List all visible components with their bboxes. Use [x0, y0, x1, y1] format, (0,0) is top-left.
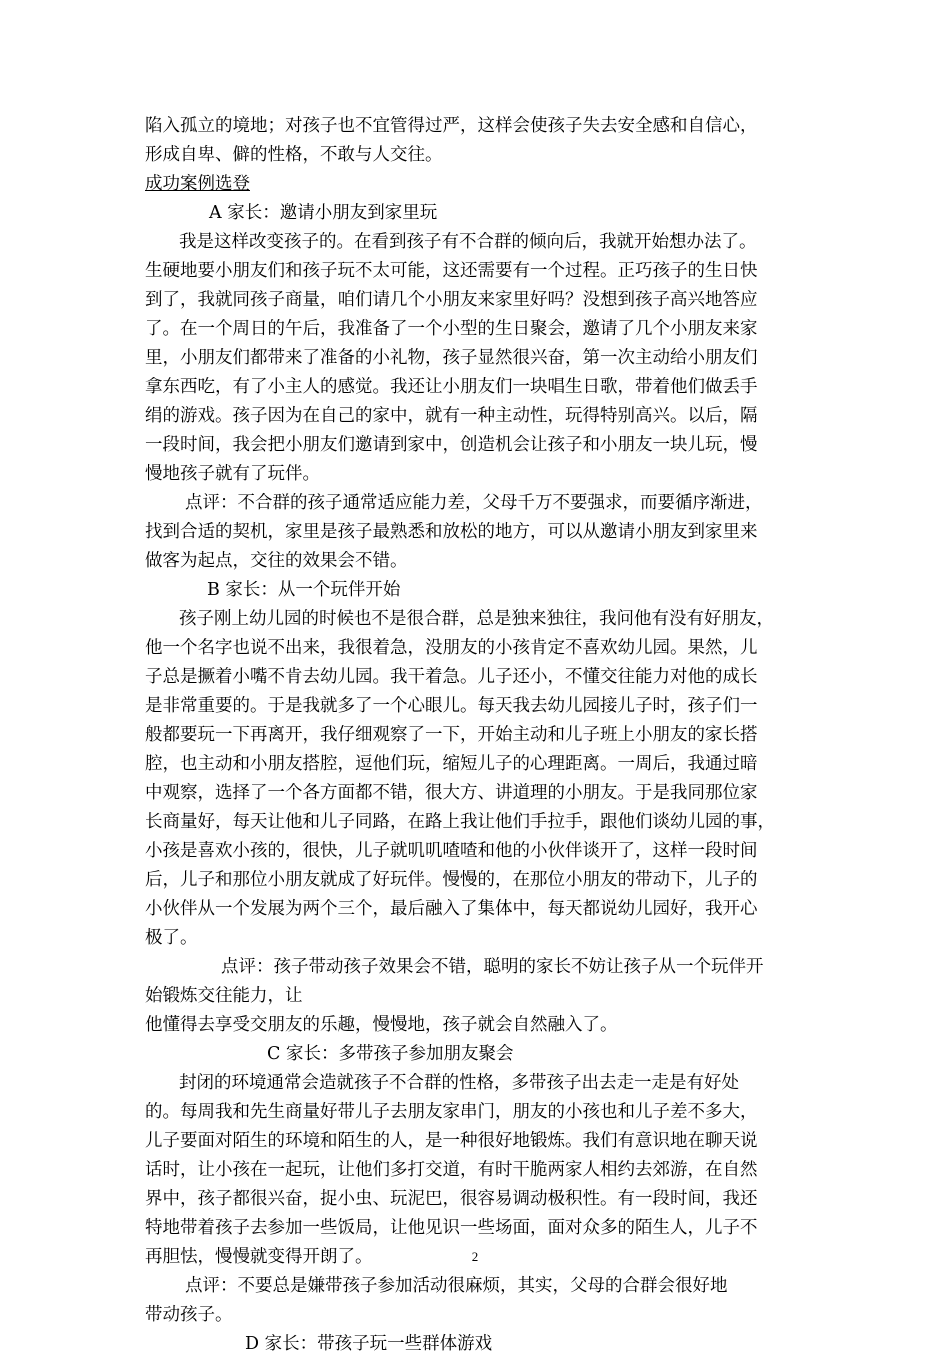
case-c-body: 再胆怯，慢慢就变得开朗了。: [145, 1247, 373, 1267]
case-a-title: A 家长：邀请小朋友到家里玩: [209, 203, 438, 223]
case-c-body: 儿子要面对陌生的环境和陌生的人，是一种很好地锻炼。我们有意识地在聊天说: [145, 1131, 758, 1151]
section-heading: 成功案例选登: [145, 174, 250, 194]
case-c-body: 界中，孩子都很兴奋，捉小虫、玩泥巴，很容易调动极积性。有一段时间，我还: [145, 1189, 758, 1209]
case-b-body: 中观察，选择了一个各方面都不错，很大方、讲道理的小朋友。于是我同那位家: [145, 783, 758, 803]
case-a-body: 里，小朋友们都带来了准备的小礼物，孩子显然很兴奋，第一次主动给小朋友们: [145, 348, 758, 368]
case-a-body: 我是这样改变孩子的。在看到孩子有不合群的倾向后，我就开始想办法了。: [179, 232, 757, 252]
text-line: 陷入孤立的境地；对孩子也不宜管得过严，这样会使孩子失去安全感和自信心，: [145, 116, 758, 136]
case-c-comment: 带动孩子。: [145, 1305, 233, 1325]
case-a-body: 生硬地要小朋友们和孩子玩不太可能，这还需要有一个过程。正巧孩子的生日快: [145, 261, 758, 281]
case-b-body: 腔，也主动和小朋友搭腔，逗他们玩，缩短儿子的心理距离。一周后，我通过暗: [145, 754, 758, 774]
text-line: 形成自卑、僻的性格，不敢与人交往。: [145, 145, 443, 165]
case-b-body: 小伙伴从一个发展为两个三个，最后融入了集体中，每天都说幼儿园好，我开心: [145, 899, 758, 919]
case-a-body: 绢的游戏。孩子因为在自己的家中，就有一种主动性，玩得特别高兴。以后，隔: [145, 406, 758, 426]
case-b-comment: 始锻炼交往能力，让: [145, 986, 303, 1006]
case-b-body: 小孩是喜欢小孩的，很快，儿子就叽叽喳喳和他的小伙伴谈开了，这样一段时间: [145, 841, 758, 861]
case-b-body: 后，儿子和那位小朋友就成了好玩伴。慢慢的，在那位小朋友的带动下，儿子的: [145, 870, 758, 890]
case-d-title: D 家长：带孩子玩一些群体游戏: [245, 1334, 493, 1354]
case-c-comment: 点评：不要总是嫌带孩子参加活动很麻烦，其实，父母的合群会很好地: [185, 1276, 728, 1296]
case-b-body: 是非常重要的。于是我就多了一个心眼儿。每天我去幼儿园接儿子时，孩子们一: [145, 696, 758, 716]
case-b-body: 孩子刚上幼儿园的时候也不是很合群，总是独来独往，我问他有没有好朋友，: [179, 609, 774, 629]
case-a-body: 一段时间，我会把小朋友们邀请到家中，创造机会让孩子和小朋友一块儿玩，慢: [145, 435, 758, 455]
case-b-body: 他一个名字也说不出来，我很着急，没朋友的小孩肯定不喜欢幼儿园。果然，儿: [145, 638, 758, 658]
case-c-body: 封闭的环境通常会造就孩子不合群的性格，多带孩子出去走一走是有好处: [179, 1073, 739, 1093]
case-b-body: 子总是撅着小嘴不肯去幼儿园。我干着急。儿子还小，不懂交往能力对他的成长: [145, 667, 758, 687]
case-a-body: 慢地孩子就有了玩伴。: [145, 464, 320, 484]
case-a-comment: 做客为起点，交往的效果会不错。: [145, 551, 408, 571]
case-a-body: 拿东西吃，有了小主人的感觉。我还让小朋友们一块唱生日歌，带着他们做丢手: [145, 377, 758, 397]
case-b-body: 般都要玩一下再离开，我仔细观察了一下，开始主动和儿子班上小朋友的家长搭: [145, 725, 758, 745]
case-a-body: 到了，我就同孩子商量，咱们请几个小朋友来家里好吗？没想到孩子高兴地答应: [145, 290, 758, 310]
case-b-comment: 他懂得去享受交朋友的乐趣，慢慢地，孩子就会自然融入了。: [145, 1015, 618, 1035]
case-a-body: 了。在一个周日的午后，我准备了一个小型的生日聚会，邀请了几个小朋友来家: [145, 319, 758, 339]
case-b-comment: 点评：孩子带动孩子效果会不错，聪明的家长不妨让孩子从一个玩伴开: [221, 957, 764, 977]
page-number: 2: [471, 1249, 479, 1264]
case-c-body: 的。每周我和先生商量好带儿子去朋友家串门，朋友的小孩也和儿子差不多大，: [145, 1102, 758, 1122]
case-b-body: 极了。: [145, 928, 198, 948]
case-c-body: 特地带着孩子去参加一些饭局，让他见识一些场面，面对众多的陌生人，儿子不: [145, 1218, 758, 1238]
case-c-body: 话时，让小孩在一起玩，让他们多打交道，有时干脆两家人相约去郊游，在自然: [145, 1160, 758, 1180]
case-c-title: C 家长：多带孩子参加朋友聚会: [267, 1044, 514, 1064]
document-page: [145, 112, 813, 1359]
case-b-title: B 家长：从一个玩伴开始: [207, 580, 401, 600]
case-a-comment: 找到合适的契机，家里是孩子最熟悉和放松的地方，可以从邀请小朋友到家里来: [145, 522, 758, 542]
case-b-body: 长商量好，每天让他和儿子同路，在路上我让他们手拉手，跟他们谈幼儿园的事，: [145, 812, 775, 832]
case-a-comment: 点评：不合群的孩子通常适应能力差，父母千万不要强求，而要循序渐进，: [185, 493, 763, 513]
